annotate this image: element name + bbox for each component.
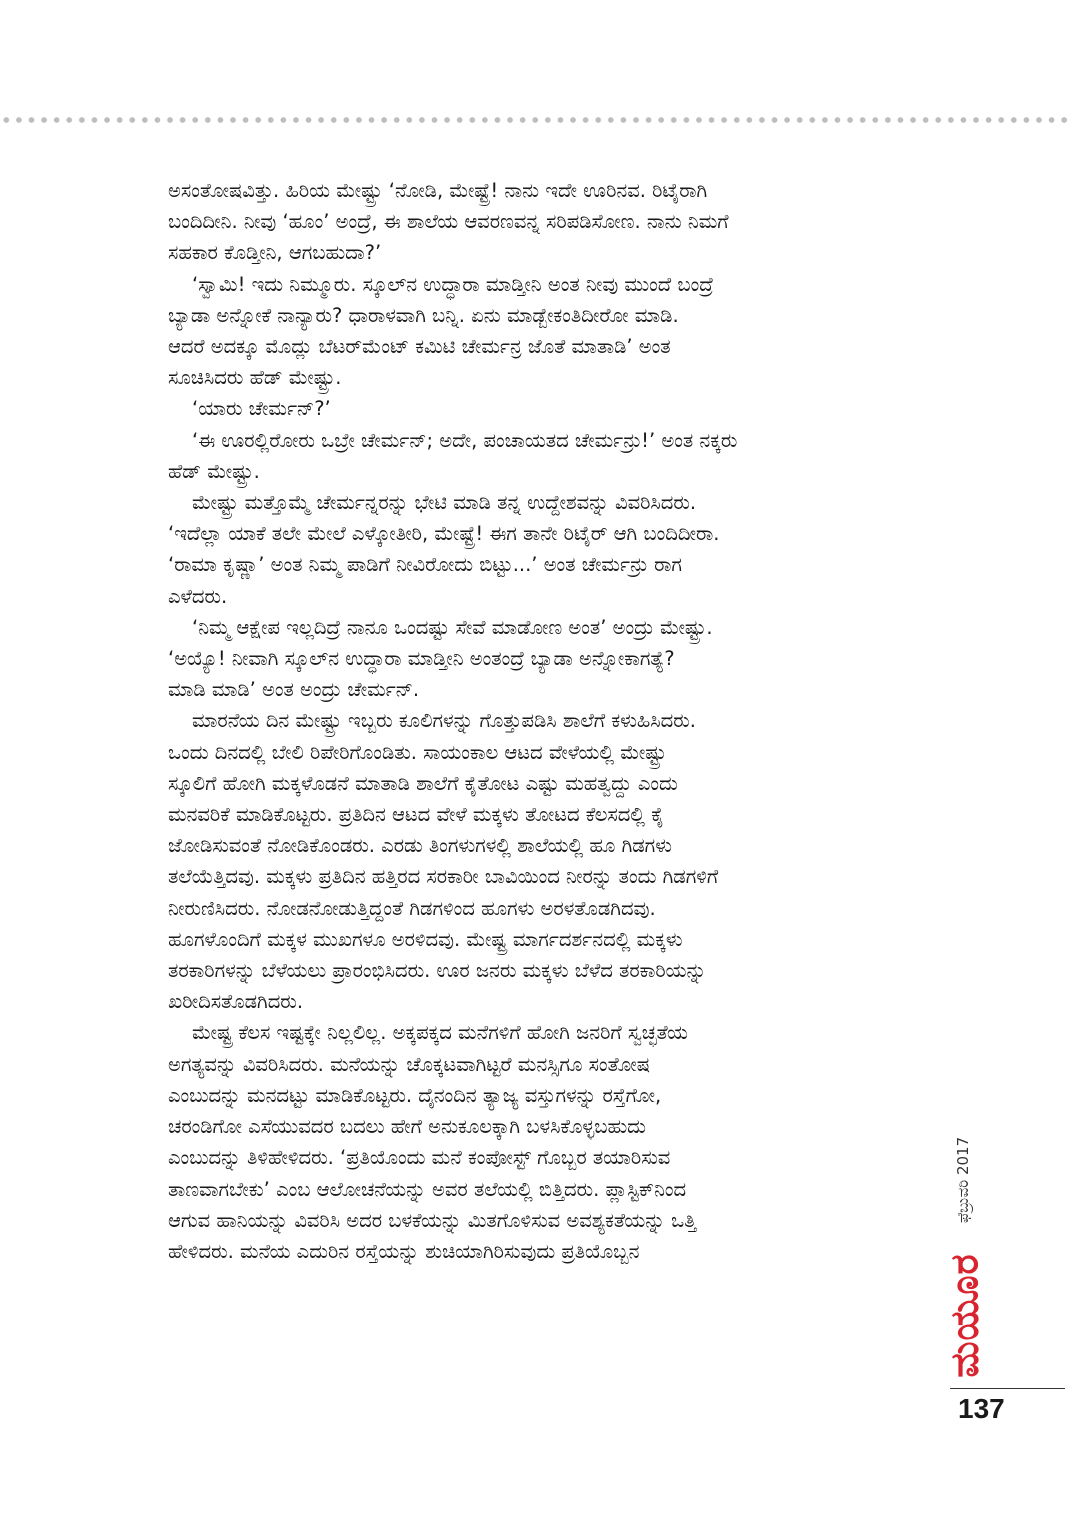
text-line: ‘ಇದೆಲ್ಲಾ ಯಾಕೆ ತಲೇ ಮೇಲೆ ಎಳ್ಕೋತೀರಿ, ಮೇಷ್ಟ್ರೆ! ಈಗ ತಾನೇ ರಿಟೈರ್ ಆಗಿ ಬಂದಿದೀರಾ. [168,522,720,546]
paragraph [168,487,928,518]
paragraph [168,175,928,269]
text-line: ಎಂಬುದನ್ನು ಮನದಟ್ಟು ಮಾಡಿಕೊಟ್ಟರು. ದೈನಂದಿನ ತ್ಯಾಜ್ಯ ವಸ್ತುಗಳನ್ನು ರಸ್ತೆಗೋ, [168,1083,662,1107]
text-line: ಒಂದು ದಿನದಲ್ಲಿ ಬೇಲಿ ರಿಪೇರಿಗೊಂಡಿತು. ಸಾಯಂಕಾಲ ಆಟದ ವೇಳೆಯಲ್ಲಿ ಮೇಷ್ಟ್ರು [168,740,667,764]
text-line: ‘ಈ ಊರಲ್ಲಿರೋರು ಒಬ್ರೇ ಚೇರ್ಮನ್; ಅದೇ, ಪಂಚಾಯತದ ಚೇರ್ಮನ್ರು!’ ಅಂತ ನಕ್ಕರು [192,428,738,452]
text-line: ಎಂಬುದನ್ನು ತಿಳಿಹೇಳಿದರು. ‘ಪ್ರತಿಯೊಂದು ಮನೆ ಕಂಪೋಸ್ಟ್ ಗೊಬ್ಬರ ತಯಾರಿಸುವ [168,1146,671,1170]
paragraph [168,269,928,394]
text-line: ಮಾಡಿ ಮಾಡಿ’ ಅಂತ ಅಂದ್ರು ಚೇರ್ಮನ್. [168,678,420,702]
text-line: ಮಾರನೆಯ ದಿನ ಮೇಷ್ಟ್ರು ಇಬ್ಬರು ಕೂಲಿಗಳನ್ನು ಗೊತ್ತುಪಡಿಸಿ ಶಾಲೆಗೆ ಕಳುಹಿಸಿದರು. [192,709,696,733]
paragraph [168,643,928,705]
text-line: ಮೇಷ್ಟ್ರು ಮತ್ತೊಮ್ಮೆ ಚೇರ್ಮನ್ನರನ್ನು ಭೇಟಿ ಮಾಡಿ ತನ್ನ ಉದ್ದೇಶವನ್ನು ವಿವರಿಸಿದರು. [192,491,697,515]
paragraph [168,1017,928,1267]
text-line: ಅಸಂತೋಷವಿತ್ತು. ಹಿರಿಯ ಮೇಷ್ಟ್ರು ‘ನೋಡಿ, ಮೇಷ್ಟ್ರೆ! ನಾನು ಇದೇ ಊರಿನವ. ರಿಟೈರಾಗಿ [168,179,708,202]
text-line: ಸಹಕಾರ ಕೊಡ್ತೀನಿ, ಆಗಬಹುದಾ?’ [168,241,382,265]
text-line: ಅಗತ್ಯವನ್ನು ವಿವರಿಸಿದರು. ಮನೆಯನ್ನು ಚೊಕ್ಕಟವಾಗಿಟ್ಟರೆ ಮನಸ್ಸಿಗೂ ಸಂತೋಷ [168,1052,651,1076]
issue-date-text: ಫೆಬ್ರುವರಿ 2017 [954,1136,973,1224]
page-number-rule [950,1388,1065,1389]
text-line: ‘ಯಾರು ಚೇರ್ಮನ್?’ [192,397,331,421]
paragraph [168,705,928,1017]
text-line: ತಲೆಯೆತ್ತಿದವು. ಮಕ್ಕಳು ಪ್ರತಿದಿನ ಹತ್ತಿರದ ಸರಕಾರೀ ಬಾವಿಯಿಂದ ನೀರನ್ನು ತಂದು ಗಿಡಗಳಿಗೆ [168,865,719,889]
text-line: ಸೂಚಿಸಿದರು ಹೆಡ್ ಮೇಷ್ಟ್ರು. [168,366,342,390]
text-line: ಆಗುವ ಹಾನಿಯನ್ನು ವಿವರಿಸಿ ಅದರ ಬಳಕೆಯನ್ನು ಮಿತಗೊಳಿಸುವ ಅವಶ್ಯಕತೆಯನ್ನು ಒತ್ತಿ [168,1208,697,1232]
text-line: ‘ಸ್ವಾಮಿ! ಇದು ನಿಮ್ಮೂರು. ಸ್ಕೂಲ್‌ನ ಉದ್ಧಾರಾ ಮಾಡ್ತೀನಿ ಅಂತ ನೀವು ಮುಂದೆ ಬಂದ್ರೆ [192,272,714,296]
text-line: ಖರೀದಿಸತೊಡಗಿದರು. [168,990,304,1014]
paragraph [168,425,928,487]
magazine-logo [942,1250,987,1380]
dotted-header-rule [0,116,1072,124]
text-line: ತರಕಾರಿಗಳನ್ನು ಬೆಳೆಯಲು ಪ್ರಾರಂಭಿಸಿದರು. ಊರ ಜನರು ಮಕ್ಕಳು ಬೆಳೆದ ತರಕಾರಿಯನ್ನು [168,959,707,983]
text-line: ಹೂಗಳೊಂದಿಗೆ ಮಕ್ಕಳ ಮುಖಗಳೂ ಅರಳಿದವು. ಮೇಷ್ಟ್ರ ಮಾರ್ಗದರ್ಶನದಲ್ಲಿ ಮಕ್ಕಳು [168,927,683,951]
text-line: ಬ್ಯಾಡಾ ಅನ್ನೋಕೆ ನಾನ್ಯಾರು? ಧಾರಾಳವಾಗಿ ಬನ್ನಿ. ಏನು ಮಾಡ್ಬೇಕಂತಿದೀರೋ ಮಾಡಿ. [168,303,679,327]
text-line: ‘ನಿಮ್ಮ ಆಕ್ಷೇಪ ಇಲ್ಲದಿದ್ರೆ ನಾನೂ ಒಂದಷ್ಟು ಸೇವೆ ಮಾಡೋಣ ಅಂತ’ ಅಂದ್ರು ಮೇಷ್ಟ್ರು. [192,615,713,639]
text-line: ‘ರಾಮಾ ಕೃಷ್ಣಾ’ ಅಂತ ನಿಮ್ಮ ಪಾಡಿಗೆ ನೀವಿರೋದು ಬಿಟ್ಟು...’ ಅಂತ ಚೇರ್ಮನ್ರು ರಾಗ [168,553,682,577]
article-body [168,175,928,1267]
paragraph [168,393,928,424]
issue-date-label [952,1110,974,1250]
text-line: ಆದರೆ ಅದಕ್ಕೂ ಮೊದ್ಲು ಬೆಟರ್‌ಮೆಂಟ್ ಕಮಿಟಿ ಚೇರ್ಮನ್ರ ಜೊತೆ ಮಾತಾಡಿ’ ಅಂತ [168,335,671,359]
text-line: ಬಂದಿದೀನಿ. ನೀವು ‘ಹೂಂ’ ಅಂದ್ರೆ, ಈ ಶಾಲೆಯ ಆವರಣವನ್ನ ಸರಿಪಡಿಸೋಣ. ನಾನು ನಿಮಗೆ [168,210,729,234]
text-line: ನೀರುಣಿಸಿದರು. ನೋಡನೋಡುತ್ತಿದ್ದಂತೆ ಗಿಡಗಳಿಂದ ಹೂಗಳು ಅರಳತೊಡಗಿದವು. [168,896,656,920]
text-line: ‘ಅಯ್ಯೊ! ನೀವಾಗಿ ಸ್ಕೂಲ್‌ನ ಉದ್ಧಾರಾ ಮಾಡ್ತೀನಿ ಅಂತಂದ್ರೆ ಬ್ಯಾಡಾ ಅನ್ನೋಕಾಗತ್ಯೆ? [168,647,675,671]
paragraph [168,518,928,612]
magazine-name: ಮಯೂರ [942,1252,987,1378]
text-line: ಮೇಷ್ಟ್ರ ಕೆಲಸ ಇಷ್ಟಕ್ಕೇ ನಿಲ್ಲಲಿಲ್ಲ. ಅಕ್ಕಪಕ್ಕದ ಮನೆಗಳಿಗೆ ಹೋಗಿ ಜನರಿಗೆ ಸ್ವಚ್ಛತೆಯ [192,1021,688,1045]
text-line: ಎಳೆದರು. [168,584,228,608]
text-line: ಮನವರಿಕೆ ಮಾಡಿಕೊಟ್ಟರು. ಪ್ರತಿದಿನ ಆಟದ ವೇಳೆ ಮಕ್ಕಳು ತೋಟದ ಕೆಲಸದಲ್ಲಿ ಕೈ [168,803,665,827]
text-line: ಸ್ಕೂಲಿಗೆ ಹೋಗಿ ಮಕ್ಕಳೊಡನೆ ಮಾತಾಡಿ ಶಾಲೆಗೆ ಕೈತೋಟ ಎಷ್ಟು ಮಹತ್ವದ್ದು ಎಂದು [168,771,678,795]
text-line: ತಾಣವಾಗಬೇಕು’ ಎಂಬ ಆಲೋಚನೆಯನ್ನು ಅವರ ತಲೆಯಲ್ಲಿ ಬಿತ್ತಿದರು. ಪ್ಲಾಸ್ಟಿಕ್‌ನಿಂದ [168,1177,687,1201]
text-line: ಜೋಡಿಸುವಂತೆ ನೋಡಿಕೊಂಡರು. ಎರಡು ತಿಂಗಳುಗಳಲ್ಲಿ ಶಾಲೆಯಲ್ಲಿ ಹೂ ಗಿಡಗಳು [168,834,672,858]
text-line: ಚರಂಡಿಗೋ ಎಸೆಯುವದರ ಬದಲು ಹೇಗೆ ಅನುಕೂಲಕ್ಕಾಗಿ ಬಳಸಿಕೊಳ್ಳಬಹುದು [168,1115,646,1139]
text-line: ಹೆಡ್ ಮೇಷ್ಟ್ರು. [168,459,260,483]
text-line: ಹೇಳಿದರು. ಮನೆಯ ಎದುರಿನ ರಸ್ತೆಯನ್ನು ಶುಚಿಯಾಗಿರಿಸುವುದು ಪ್ರತಿಯೊಬ್ಬನ [168,1239,640,1263]
page-number: 137 [958,1393,1005,1424]
paragraph [168,612,928,643]
